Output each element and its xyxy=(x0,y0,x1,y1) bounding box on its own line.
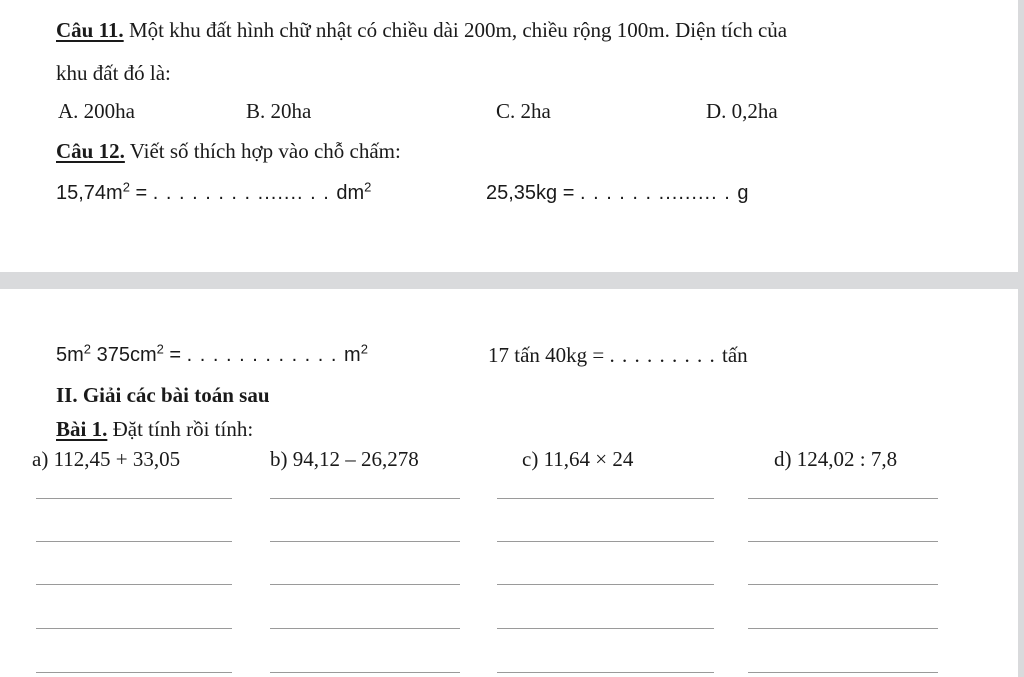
q12-item-1 xyxy=(56,179,372,204)
q12-item4-blank: . . . . . . . . . xyxy=(609,343,722,367)
answer-line xyxy=(748,672,938,673)
q12-item2-eq: = xyxy=(557,182,580,204)
q12-heading xyxy=(56,141,401,162)
q12-item-4 xyxy=(488,345,748,366)
answer-line xyxy=(36,584,232,585)
answer-line xyxy=(497,498,714,499)
q12-item2-blank: . . . . . . ......... . xyxy=(579,182,738,204)
answer-line xyxy=(748,628,938,629)
q11-label: Câu 11. xyxy=(56,18,124,42)
answer-line xyxy=(748,498,938,499)
bai1-problem-c-expr: 11,64 × 24 xyxy=(543,447,634,471)
answer-line xyxy=(497,541,714,542)
q12-item-3 xyxy=(56,341,368,366)
answer-line xyxy=(748,541,938,542)
q12-item1-blank: . . . . . . . . ....... . . xyxy=(152,182,337,204)
q12-item3-eq: = xyxy=(163,344,187,366)
q12-item1-lhs-exp: 2 xyxy=(122,179,130,195)
q12-label: Câu 12. xyxy=(56,139,125,163)
q12-item3-lhs-a: 5m xyxy=(56,344,84,366)
q11-text-line1: Một khu đất hình chữ nhật có chiều dài 200m, chiều rộng 100m. Diện tích của xyxy=(123,18,788,42)
bai1-problem-a xyxy=(32,449,180,470)
q12-text: Viết số thích hợp vào chỗ chấm: xyxy=(124,139,401,163)
worksheet-page-bottom xyxy=(0,289,1018,677)
bai1-text: Đặt tính rồi tính: xyxy=(107,417,254,441)
q12-item2-lhs: 25,35kg xyxy=(486,182,558,204)
q12-item1-eq: = xyxy=(129,182,153,204)
answer-line xyxy=(270,498,460,499)
bai1-problem-d xyxy=(774,449,897,470)
q12-item1-unit: dm xyxy=(336,182,365,204)
answer-line xyxy=(36,541,232,542)
q12-item4-unit: tấn xyxy=(722,343,748,367)
q11-line1 xyxy=(56,20,787,41)
answer-line xyxy=(36,498,232,499)
section2-title xyxy=(56,385,270,406)
answer-line xyxy=(497,628,714,629)
answer-line xyxy=(270,584,460,585)
q12-item3-unit-exp: 2 xyxy=(360,341,368,357)
bai1-problem-b-prefix: b) xyxy=(270,447,293,471)
q12-item3-lhs-b: 375cm xyxy=(91,344,157,366)
bai1-label: Bài 1. xyxy=(56,417,108,441)
q11-option-b: B. 20ha xyxy=(246,99,312,123)
bai1-problem-a-prefix: a) xyxy=(32,447,54,471)
bai1-problem-d-prefix: d) xyxy=(774,447,797,471)
q12-item1-unit-exp: 2 xyxy=(364,179,372,195)
worksheet-page-top xyxy=(0,0,1018,272)
q12-item4-eq: = xyxy=(587,343,610,367)
answer-line xyxy=(497,584,714,585)
bai1-heading xyxy=(56,419,253,440)
bai1-problem-c xyxy=(522,449,633,470)
bai1-problem-b xyxy=(270,449,419,470)
q12-item3-blank: . . . . . . . . . . . . xyxy=(186,344,345,366)
q12-item3-lhs-b-exp: 2 xyxy=(156,341,164,357)
bai1-problem-d-expr: 124,02 : 7,8 xyxy=(796,447,898,471)
answer-line xyxy=(36,628,232,629)
answer-line xyxy=(497,672,714,673)
bai1-problem-c-prefix: c) xyxy=(522,447,544,471)
section2-title-text: II. Giải các bài toán sau xyxy=(56,383,270,407)
q11-option-c: C. 2ha xyxy=(496,99,551,123)
q12-item2-unit: g xyxy=(737,182,749,204)
q12-item1-lhs: 15,74m xyxy=(56,182,123,204)
answer-line xyxy=(270,628,460,629)
q11-text-line2: khu đất đó là: xyxy=(56,61,171,85)
q12-item3-lhs-a-exp: 2 xyxy=(83,341,92,357)
answer-line xyxy=(270,672,460,673)
bai1-problem-a-expr: 112,45 + 33,05 xyxy=(53,447,181,471)
q12-item3-unit: m xyxy=(344,344,361,366)
q11-option-d: D. 0,2ha xyxy=(706,99,778,123)
q11-option-a: A. 200ha xyxy=(58,99,135,123)
answer-line xyxy=(270,541,460,542)
answer-line xyxy=(36,672,232,673)
q12-item-2 xyxy=(486,183,748,203)
answer-line xyxy=(748,584,938,585)
bai1-problem-b-expr: 94,12 – 26,278 xyxy=(292,447,419,471)
q12-item4-lhs: 17 tấn 40kg xyxy=(488,343,588,367)
